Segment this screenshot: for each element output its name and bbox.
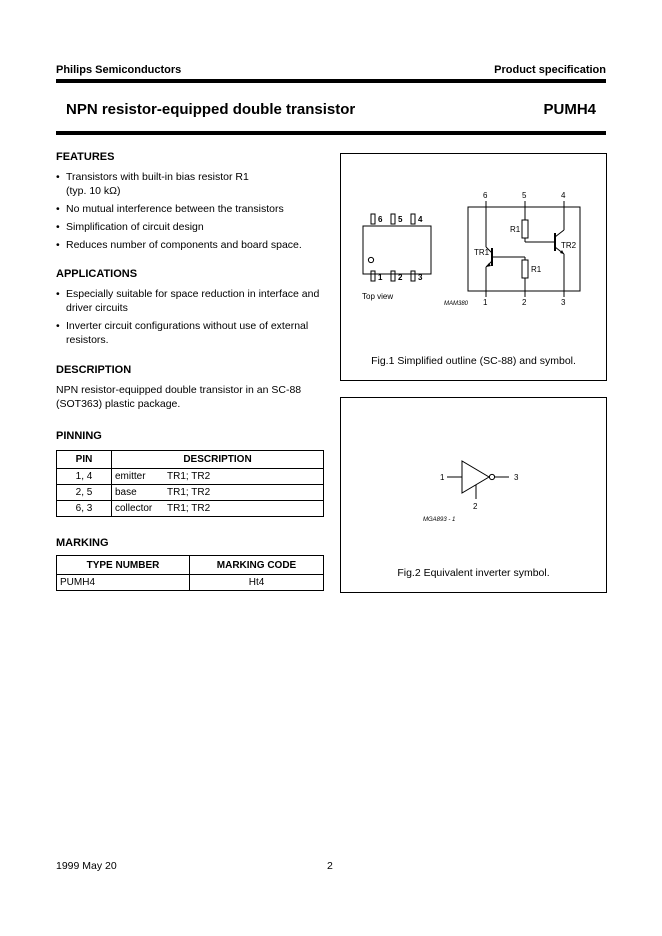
pin-label: 5 bbox=[398, 215, 403, 224]
top-view-label: Top view bbox=[362, 292, 394, 301]
package-pin bbox=[371, 271, 375, 281]
type-cell: PUMH4 bbox=[57, 575, 190, 591]
pin-label: 1 bbox=[378, 273, 383, 282]
features-heading: FEATURES bbox=[56, 151, 115, 163]
table-row bbox=[57, 575, 324, 591]
pin-label: 3 bbox=[418, 273, 423, 282]
inverter-pin-out: 3 bbox=[514, 473, 519, 482]
pin-tr-cell: TR1; TR2 bbox=[167, 485, 324, 501]
feature-item: • Simplification of circuit design bbox=[56, 220, 326, 234]
table-row bbox=[57, 485, 324, 501]
schematic-pin-label: 5 bbox=[522, 191, 527, 200]
description-heading: DESCRIPTION bbox=[56, 364, 132, 376]
feature-item: • Transistors with built-in bias resistor R1 (typ. 10 kΩ) bbox=[56, 170, 271, 198]
package-pin bbox=[411, 214, 415, 224]
tr2-label: TR2 bbox=[561, 241, 577, 250]
page-number: 2 bbox=[327, 860, 333, 872]
header-rule bbox=[56, 79, 606, 83]
drawing-code: MGA893 - 1 bbox=[423, 517, 456, 523]
pin-name-cell: emitter bbox=[112, 469, 168, 485]
fig2-caption: Fig.2 Equivalent inverter symbol. bbox=[397, 567, 550, 579]
r1-label-lower: R1 bbox=[531, 265, 542, 274]
pin-cell: 1, 4 bbox=[57, 469, 112, 485]
package-pin bbox=[411, 271, 415, 281]
r1-label-upper: R1 bbox=[510, 225, 521, 234]
applications-list bbox=[56, 287, 326, 351]
drawing-code: MAM380 bbox=[444, 301, 469, 307]
page-title: NPN resistor-equipped double transistor bbox=[66, 101, 356, 118]
tr1-emitter-arrow bbox=[486, 263, 491, 267]
table-header-row bbox=[57, 451, 324, 469]
fig2-drawing bbox=[341, 398, 606, 592]
tr2-emitter-arrow bbox=[560, 250, 564, 254]
package-body bbox=[363, 226, 431, 274]
inverter-pin-in: 1 bbox=[440, 473, 445, 482]
pin-label: 6 bbox=[378, 215, 383, 224]
header-company: Philips Semiconductors bbox=[56, 64, 182, 76]
col-description: DESCRIPTION bbox=[112, 451, 324, 469]
table-row bbox=[57, 501, 324, 517]
pin-cell: 6, 3 bbox=[57, 501, 112, 517]
title-rule bbox=[56, 131, 606, 135]
table-row bbox=[57, 469, 324, 485]
fig1-box bbox=[340, 153, 607, 381]
fig2-box bbox=[340, 397, 607, 593]
resistor-r1-lower bbox=[522, 260, 528, 278]
application-item: • Especially suitable for space reduction in interface and driver circuits bbox=[56, 287, 326, 315]
feature-item: • Reduces number of components and board space. bbox=[56, 238, 326, 252]
schematic-pin-label: 4 bbox=[561, 191, 566, 200]
marking-table bbox=[56, 555, 324, 591]
code-cell: Ht4 bbox=[190, 575, 324, 591]
tr1-label: TR1 bbox=[474, 248, 490, 257]
pinning-heading: PINNING bbox=[56, 430, 102, 442]
pin-tr-cell: TR1; TR2 bbox=[167, 469, 324, 485]
pin1-marker bbox=[368, 257, 373, 262]
application-item: • Inverter circuit configurations without use of external resistors. bbox=[56, 319, 326, 347]
features-list bbox=[56, 170, 326, 256]
fig1-caption: Fig.1 Simplified outline (SC-88) and symbol. bbox=[371, 355, 576, 367]
marking-heading: MARKING bbox=[56, 537, 109, 549]
schematic-pin-label: 6 bbox=[483, 191, 488, 200]
package-pin bbox=[371, 214, 375, 224]
footer-date: 1999 May 20 bbox=[56, 860, 117, 872]
part-number: PUMH4 bbox=[543, 101, 596, 118]
inverter-bubble bbox=[489, 474, 494, 479]
pin-name-cell: base bbox=[112, 485, 168, 501]
header-doc-type: Product specification bbox=[494, 64, 606, 76]
inverter-pin-gnd: 2 bbox=[473, 502, 478, 511]
pin-cell: 2, 5 bbox=[57, 485, 112, 501]
schematic-pin-label: 1 bbox=[483, 298, 488, 307]
package-pin bbox=[391, 271, 395, 281]
pin-label: 2 bbox=[398, 273, 403, 282]
col-pin: PIN bbox=[57, 451, 112, 469]
pin-tr-cell: TR1; TR2 bbox=[167, 501, 324, 517]
description-text: NPN resistor-equipped double transistor in an SC-88 (SOT363) plastic package. bbox=[56, 384, 302, 410]
applications-heading: APPLICATIONS bbox=[56, 268, 138, 280]
schematic-pin-label: 3 bbox=[561, 298, 566, 307]
package-pin bbox=[391, 214, 395, 224]
feature-item: • No mutual interference between the transistors bbox=[56, 202, 326, 216]
pin-label: 4 bbox=[418, 215, 423, 224]
col-marking-code: MARKING CODE bbox=[190, 556, 324, 575]
pin-name-cell: collector bbox=[112, 501, 168, 517]
resistor-r1-upper bbox=[522, 220, 528, 238]
schematic-pin-label: 2 bbox=[522, 298, 527, 307]
fig1-drawing bbox=[341, 154, 606, 380]
table-header-row bbox=[57, 556, 324, 575]
pinning-table bbox=[56, 450, 324, 517]
col-type-number: TYPE NUMBER bbox=[57, 556, 190, 575]
